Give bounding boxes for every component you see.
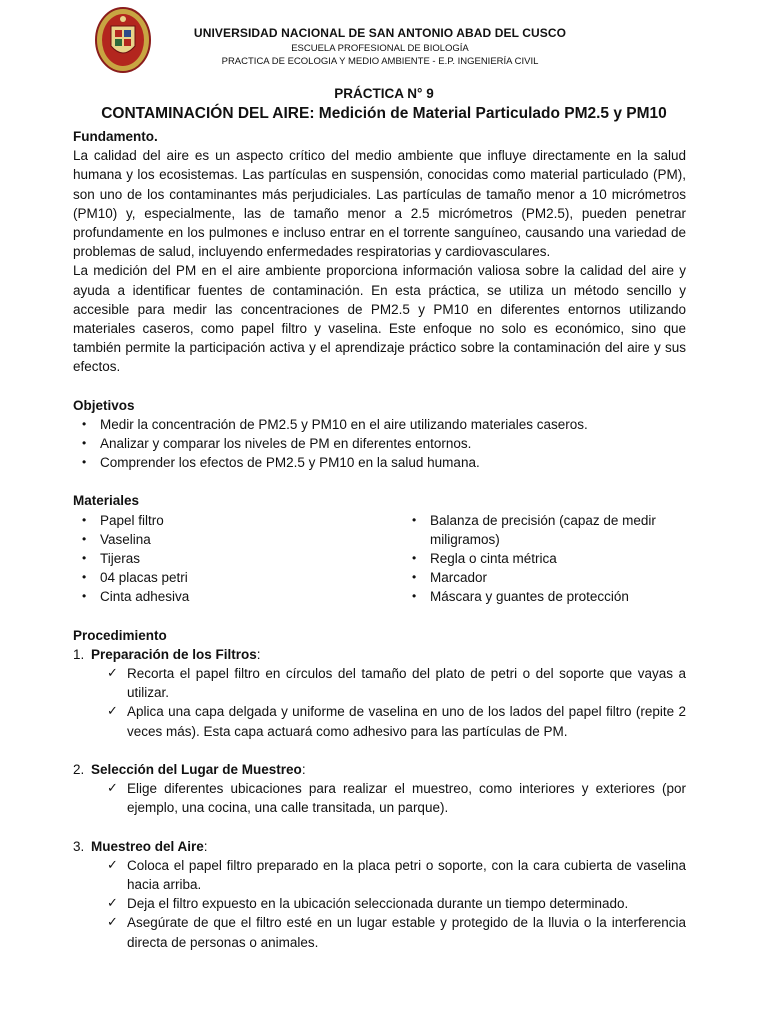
step-title: Selección del Lugar de Muestreo xyxy=(91,761,302,777)
materiales-list-left xyxy=(73,511,403,607)
step-title: Muestreo del Aire xyxy=(91,838,204,854)
materiales-columns xyxy=(73,511,686,607)
procedure-step-1: 1. Preparación de los Filtros: xyxy=(73,646,261,662)
materiales-list-right xyxy=(403,511,686,607)
checklist-item: ✓ Aplica una capa delgada y uniforme de vaselina en uno de los lados del papel filtro (repite 2 veces más). Esta capa actuará como adhesivo para las partículas de PM. xyxy=(103,702,686,740)
list-item: • Vaselina xyxy=(73,530,403,549)
list-item: • Regla o cinta métrica xyxy=(403,549,686,568)
list-item: • Marcador xyxy=(403,568,686,587)
list-item: • Tijeras xyxy=(73,549,403,568)
materiales-heading: Materiales xyxy=(73,493,140,509)
checklist-item: ✓ Coloca el papel filtro preparado en la placa petri o soporte, con la cara cubierta de vaselina hacia arriba. xyxy=(103,856,686,894)
university-seal-icon xyxy=(94,6,152,74)
procedure-step-3: 3. Muestreo del Aire: xyxy=(73,838,208,854)
checklist-item: ✓ Deja el filtro expuesto en la ubicación seleccionada durante un tiempo determinado. xyxy=(103,894,686,913)
list-item: • Balanza de precisión (capaz de medir miligramos) xyxy=(403,511,686,549)
practice-number: PRÁCTICA N° 9 xyxy=(334,86,434,101)
list-item: • Cinta adhesiva xyxy=(73,587,403,606)
checklist-item: ✓ Recorta el papel filtro en círculos del tamaño del plato de petri o del soporte que vayas a utilizar. xyxy=(103,664,686,702)
checklist-item: ✓ Asegúrate de que el filtro esté en un lugar estable y protegido de la lluvia o la interferencia directa de personas o animales. xyxy=(103,913,686,951)
course-name: PRACTICA DE ECOLOGIA Y MEDIO AMBIENTE - E.P. INGENIERÍA CIVIL xyxy=(221,56,539,67)
list-item: • Comprender los efectos de PM2.5 y PM10 en la salud humana. xyxy=(73,453,686,472)
fundamento-heading: Fundamento. xyxy=(73,129,158,144)
objetivos-heading: Objetivos xyxy=(73,397,135,413)
list-item: • 04 placas petri xyxy=(73,568,403,587)
document-body xyxy=(73,127,686,952)
fundamento-paragraph-2: La medición del PM en el aire ambiente proporciona información valiosa sobre la calidad del aire y ayuda a identificar fuentes de contaminación. En esta práctica, se utiliza un método sencillo y accesible para medir las concentraciones de PM2.5 y PM10 en diferentes entornos utilizando materiales caseros, como papel filtro y vaselina. Este enfoque no solo es económico, sino que también permite la participación activa y el aprendizaje práctico sobre la contaminación del aire y sus efectos. xyxy=(73,263,686,375)
fundamento-paragraph-1: La calidad del aire es un aspecto crítico del medio ambiente que influye directamente en la salud humana y los ecosistemas. Las partículas en suspensión, conocidas como material particulado (PM), son uno de los contaminantes más perjudiciales. Las partículas de tamaño menor a 10 micrómetros (PM10) y, especialmente, las de tamaño menor a 2.5 micrómetros (PM2.5), pueden penetrar profundamente en los pulmones e incluso entrar en el torrente sanguíneo, causando una variedad de problemas de salud, incluyendo enfermedades respiratorias y cardiovasculares. xyxy=(73,148,686,260)
document-title: CONTAMINACIÓN DEL AIRE: Medición de Material Particulado PM2.5 y PM10 xyxy=(101,105,667,122)
school-name: ESCUELA PROFESIONAL DE BIOLOGÍA xyxy=(291,43,469,54)
checklist-item: ✓ Elige diferentes ubicaciones para realizar el muestreo, como interiores y exteriores (por ejemplo, una cocina, una calle transitada, un parque). xyxy=(103,779,686,817)
step-2-checklist xyxy=(73,779,686,817)
procedure-step-2: 2. Selección del Lugar de Muestreo: xyxy=(73,761,306,777)
list-item: • Máscara y guantes de protección xyxy=(403,587,686,606)
university-header xyxy=(160,26,600,67)
list-item: • Papel filtro xyxy=(73,511,403,530)
step-3-checklist xyxy=(73,856,686,952)
step-1-checklist xyxy=(73,664,686,741)
list-item: • Medir la concentración de PM2.5 y PM10 en el aire utilizando materiales caseros. xyxy=(73,415,686,434)
objetivos-list xyxy=(73,415,686,473)
university-name: UNIVERSIDAD NACIONAL DE SAN ANTONIO ABAD DEL CUSCO xyxy=(193,26,567,40)
list-item: • Analizar y comparar los niveles de PM en diferentes entornos. xyxy=(73,434,686,453)
procedimiento-heading: Procedimiento xyxy=(73,627,167,643)
step-title: Preparación de los Filtros xyxy=(91,646,257,662)
